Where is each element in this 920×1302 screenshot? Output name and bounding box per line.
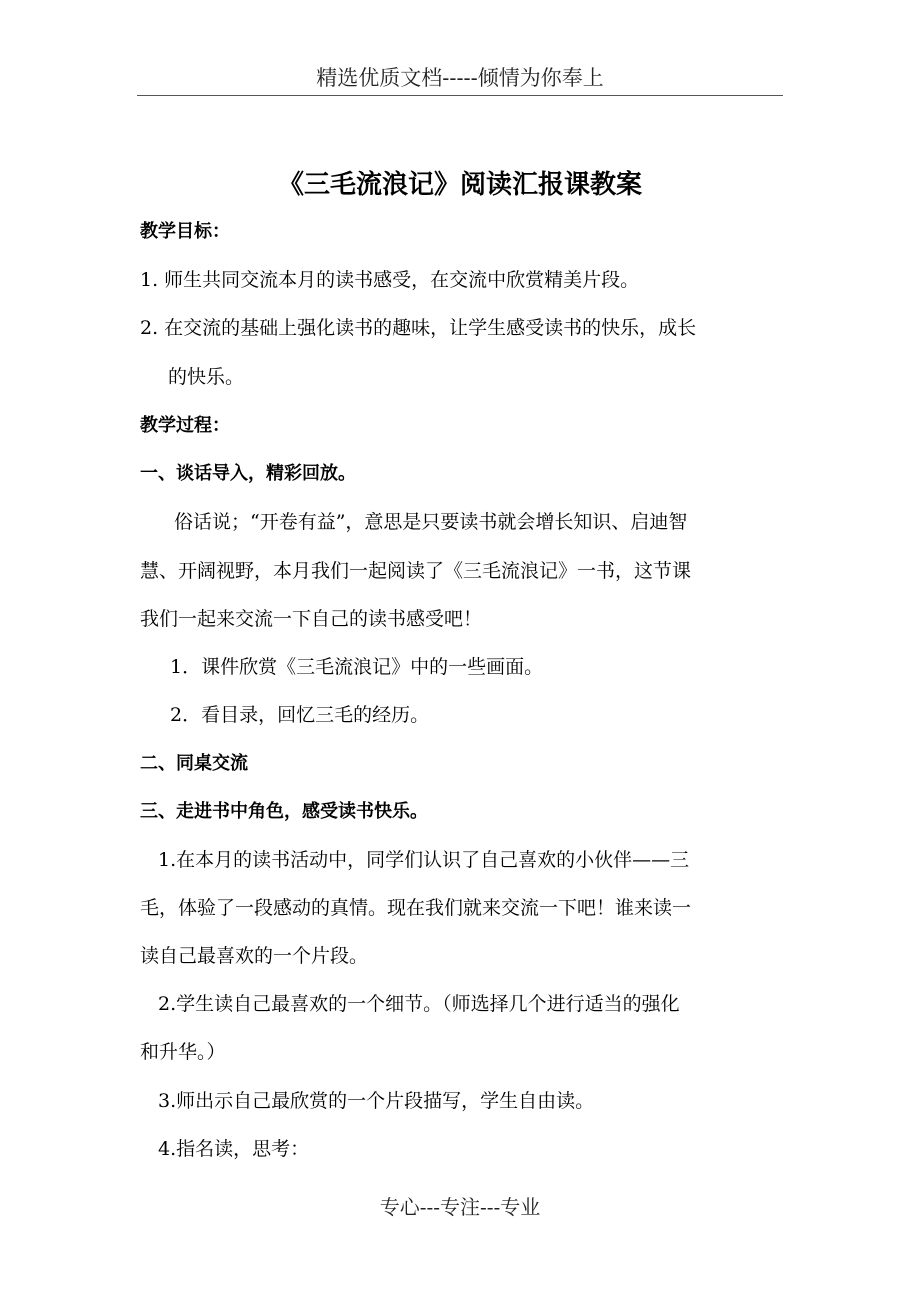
paragraph-line: 读自己最喜欢的一个片段。 — [140, 945, 369, 967]
paragraph-line: 2. 在交流的基础上强化读书的趣味，让学生感受读书的快乐，成长 — [140, 317, 697, 339]
paragraph-line: 俗话说；“开卷有益”，意思是只要读书就会增长知识、启迪智 — [174, 511, 688, 533]
paragraph-line: 1. 师生共同交流本月的读书感受，在交流中欣赏精美片段。 — [140, 269, 640, 291]
header-divider — [137, 95, 783, 96]
paragraph-line: 慧、开阔视野，本月我们一起阅读了《三毛流浪记》一书，这节课 — [140, 560, 692, 582]
document-title: 《三毛流浪记》阅读汇报课教案 — [277, 170, 642, 200]
paragraph-line: 和升华。） — [140, 1041, 226, 1063]
section-heading-objectives: 教学目标： — [140, 221, 230, 242]
paragraph-line: 我们一起来交流一下自己的读书感受吧！ — [140, 608, 483, 630]
paragraph-line: 1.在本月的读书活动中，同学们认识了自己喜欢的小伙伴——三 — [158, 849, 690, 871]
paragraph-line: 3.师出示自己最欣赏的一个片段描写，学生自由读。 — [158, 1090, 595, 1112]
paragraph-line: 的快乐。 — [168, 366, 245, 388]
section-heading-process: 教学过程： — [140, 415, 230, 436]
list-item: 1．课件欣赏《三毛流浪记》中的一些画面。 — [170, 656, 544, 678]
section-heading-1: 一、谈话导入，精彩回放。 — [140, 463, 356, 484]
paragraph-line: 4.指名读，思考： — [158, 1138, 310, 1160]
paragraph-line: 毛，体验了一段感动的真情。现在我们就来交流一下吧！谁来读一 — [140, 897, 692, 919]
page-header: 精选优质文档-----倾情为你奉上 — [316, 66, 604, 90]
page-footer: 专心---专注---专业 — [379, 1195, 541, 1219]
section-heading-2: 二、同桌交流 — [140, 753, 248, 774]
list-item: 2．看目录，回忆三毛的经历。 — [170, 704, 430, 726]
paragraph-line: 2.学生读自己最喜欢的一个细节。（师选择几个进行适当的强化 — [158, 993, 680, 1015]
section-heading-3: 三、走进书中角色，感受读书快乐。 — [140, 801, 428, 822]
